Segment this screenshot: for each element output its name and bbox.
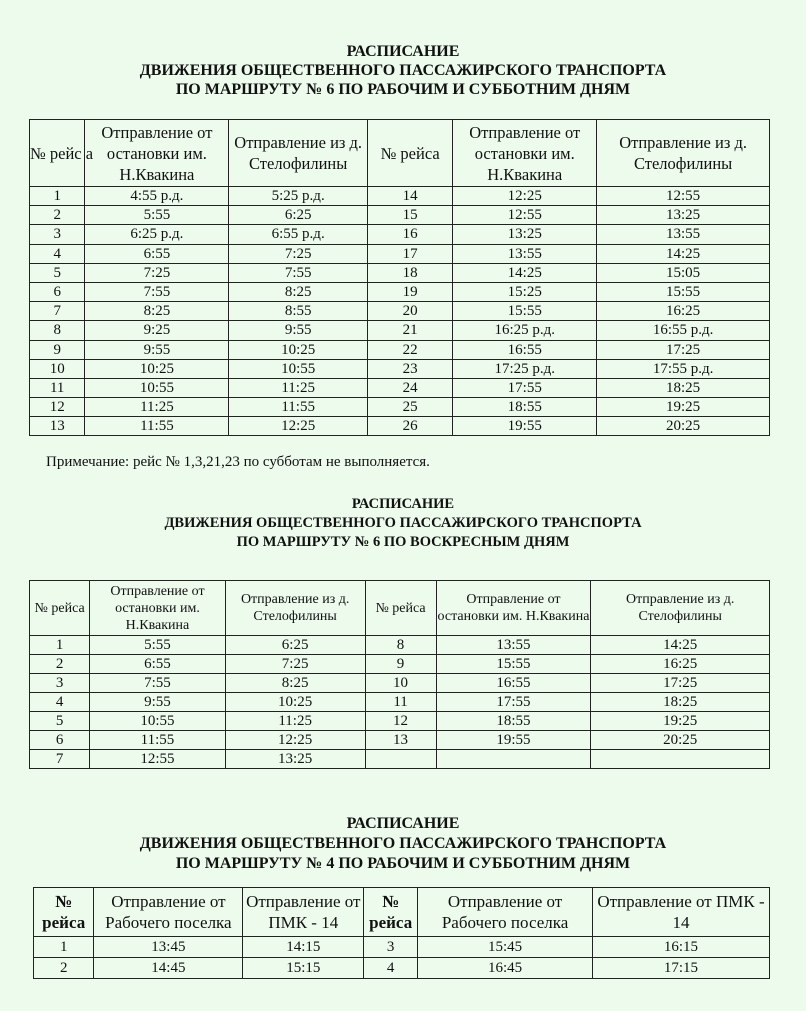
return-time-cell: 18:25: [597, 378, 770, 397]
return-time-cell: 10:25: [229, 340, 368, 359]
return-time-cell: 7:55: [229, 263, 368, 282]
return-time-cell: 11:25: [225, 712, 365, 731]
trip-number-cell: 13: [30, 417, 85, 436]
trip-number-cell: 2: [30, 206, 85, 225]
header-trip-number: № рейса: [30, 581, 90, 636]
departure-time-cell: 18:55: [453, 398, 597, 417]
table-row: [30, 340, 770, 359]
return-time-cell: [591, 750, 770, 769]
return-time-cell: 13:25: [225, 750, 365, 769]
trip-number-cell: 7: [30, 750, 90, 769]
return-time-cell: 17:25: [591, 674, 770, 693]
schedule-title: [0, 495, 806, 552]
title-line: ДВИЖЕНИЯ ОБЩЕСТВЕННОГО ПАССАЖИРСКОГО ТРАНСПОРТА: [164, 515, 642, 531]
header-departure-village: Отправление из д. Стелофилины: [229, 120, 368, 187]
departure-time-cell: 16:55: [436, 674, 591, 693]
trip-number-cell: 19: [367, 282, 452, 301]
departure-time-cell: 19:55: [453, 417, 597, 436]
table-row: [30, 282, 770, 301]
departure-time-cell: 12:25: [453, 187, 597, 206]
return-time-cell: 13:55: [597, 225, 770, 244]
trip-number-cell: 22: [367, 340, 452, 359]
table-row: [30, 655, 770, 674]
return-time-cell: 8:25: [225, 674, 365, 693]
header-departure-stop: Отправление от остановки им. Н.Квакина: [453, 120, 597, 187]
departure-time-cell: 10:25: [85, 359, 229, 378]
return-time-cell: 12:55: [597, 187, 770, 206]
title-line: ПО МАРШРУТУ № 6 ПО РАБОЧИМ И СУББОТНИМ ДНЯМ: [175, 81, 631, 98]
header-trip-number: № рейса: [34, 888, 94, 937]
return-time-cell: 14:25: [591, 636, 770, 655]
table-row: [30, 302, 770, 321]
departure-time-cell: 8:25: [85, 302, 229, 321]
table-row: [30, 378, 770, 397]
departure-time-cell: 15:45: [418, 937, 593, 958]
header-departure-village: Отправление из д. Стелофилины: [591, 581, 770, 636]
schedule-table-route4-weekday: [33, 887, 770, 979]
header-departure-workers-village: Отправление от Рабочего поселка: [94, 888, 243, 937]
departure-time-cell: 11:55: [85, 417, 229, 436]
return-time-cell: 17:15: [592, 958, 769, 979]
table-row: [30, 244, 770, 263]
trip-number-cell: 8: [365, 636, 436, 655]
trip-number-cell: 17: [367, 244, 452, 263]
return-time-cell: 17:25: [597, 340, 770, 359]
return-time-cell: 11:55: [229, 398, 368, 417]
return-time-cell: 12:25: [229, 417, 368, 436]
trip-number-cell: 6: [30, 282, 85, 301]
return-time-cell: 12:25: [225, 731, 365, 750]
trip-number-cell: 1: [34, 937, 94, 958]
departure-time-cell: 14:25: [453, 263, 597, 282]
trip-number-cell: 25: [367, 398, 452, 417]
trip-number-cell: 10: [365, 674, 436, 693]
table-row: [30, 693, 770, 712]
departure-time-cell: 18:55: [436, 712, 591, 731]
trip-number-cell: 4: [30, 693, 90, 712]
trip-number-cell: 26: [367, 417, 452, 436]
return-time-cell: 16:15: [592, 937, 769, 958]
departure-time-cell: 13:25: [453, 225, 597, 244]
header-departure-pmk14: Отправление от ПМК - 14: [592, 888, 769, 937]
trip-number-cell: 8: [30, 321, 85, 340]
table-row: [30, 731, 770, 750]
return-time-cell: 6:55 р.д.: [229, 225, 368, 244]
trip-number-cell: 12: [365, 712, 436, 731]
table-row: [30, 321, 770, 340]
header-trip-number: № рейса: [367, 120, 452, 187]
return-time-cell: 10:25: [225, 693, 365, 712]
trip-number-cell: 10: [30, 359, 85, 378]
departure-time-cell: 9:25: [85, 321, 229, 340]
return-time-cell: 13:25: [597, 206, 770, 225]
trip-number-cell: 18: [367, 263, 452, 282]
trip-number-cell: 4: [364, 958, 418, 979]
table-row: [30, 712, 770, 731]
return-time-cell: 7:25: [225, 655, 365, 674]
title-line: РАСПИСАНИЕ: [346, 815, 460, 832]
header-departure-village: Отправление из д. Стелофилины: [597, 120, 770, 187]
schedule-table-route6-sunday: [29, 580, 770, 769]
table-row: [30, 263, 770, 282]
departure-time-cell: 16:45: [418, 958, 593, 979]
return-time-cell: 11:25: [229, 378, 368, 397]
trip-number-cell: 11: [365, 693, 436, 712]
trip-number-cell: 7: [30, 302, 85, 321]
table-row: [30, 417, 770, 436]
header-departure-pmk14: Отправление от ПМК - 14: [243, 888, 364, 937]
trip-number-cell: 6: [30, 731, 90, 750]
return-time-cell: 15:05: [597, 263, 770, 282]
header-departure-stop: Отправление от остановки им. Н.Квакина: [85, 120, 229, 187]
departure-time-cell: 6:25 р.д.: [85, 225, 229, 244]
departure-time-cell: 17:25 р.д.: [453, 359, 597, 378]
departure-time-cell: 17:55: [436, 693, 591, 712]
trip-number-cell: 23: [367, 359, 452, 378]
trip-number-cell: 5: [30, 712, 90, 731]
trip-number-cell: 21: [367, 321, 452, 340]
header-trip-number: № рейс а: [30, 120, 85, 187]
header-departure-stop: Отправление от остановки им. Н.Квакина: [436, 581, 591, 636]
table-row: [30, 674, 770, 693]
trip-number-cell: 3: [364, 937, 418, 958]
title-line: РАСПИСАНИЕ: [346, 43, 460, 60]
trip-number-cell: 2: [30, 655, 90, 674]
trip-number-cell: 24: [367, 378, 452, 397]
departure-time-cell: 15:55: [436, 655, 591, 674]
return-time-cell: 9:55: [229, 321, 368, 340]
return-time-cell: 19:25: [591, 712, 770, 731]
return-time-cell: 16:25: [597, 302, 770, 321]
departure-time-cell: 9:55: [85, 340, 229, 359]
trip-number-cell: 2: [34, 958, 94, 979]
departure-time-cell: 10:55: [90, 712, 226, 731]
trip-number-cell: 1: [30, 636, 90, 655]
departure-time-cell: 12:55: [453, 206, 597, 225]
table-row: [30, 398, 770, 417]
departure-time-cell: 16:25 р.д.: [453, 321, 597, 340]
departure-time-cell: 11:25: [85, 398, 229, 417]
return-time-cell: 17:55 р.д.: [597, 359, 770, 378]
departure-time-cell: 7:55: [85, 282, 229, 301]
return-time-cell: 8:25: [229, 282, 368, 301]
return-time-cell: 14:15: [243, 937, 364, 958]
header-trip-number: № рейса: [364, 888, 418, 937]
trip-number-cell: 3: [30, 225, 85, 244]
trip-number-cell: 4: [30, 244, 85, 263]
trip-number-cell: [365, 750, 436, 769]
trip-number-cell: 16: [367, 225, 452, 244]
departure-time-cell: 6:55: [90, 655, 226, 674]
return-time-cell: 7:25: [229, 244, 368, 263]
table-row: [34, 958, 770, 979]
return-time-cell: 18:25: [591, 693, 770, 712]
table-row: [30, 359, 770, 378]
trip-number-cell: 1: [30, 187, 85, 206]
table-row: [34, 937, 770, 958]
departure-time-cell: 5:55: [85, 206, 229, 225]
trip-number-cell: 9: [365, 655, 436, 674]
return-time-cell: 10:55: [229, 359, 368, 378]
header-departure-workers-village: Отправление от Рабочего поселка: [418, 888, 593, 937]
schedule-route6-weekday: [0, 42, 806, 99]
return-time-cell: 5:25 р.д.: [229, 187, 368, 206]
trip-number-cell: 11: [30, 378, 85, 397]
trip-number-cell: 12: [30, 398, 85, 417]
header-trip-number: № рейса: [365, 581, 436, 636]
trip-number-cell: 5: [30, 263, 85, 282]
table-row: [30, 750, 770, 769]
departure-time-cell: 15:25: [453, 282, 597, 301]
trip-number-cell: 9: [30, 340, 85, 359]
table-row: [30, 187, 770, 206]
departure-time-cell: 13:55: [436, 636, 591, 655]
departure-time-cell: 4:55 р.д.: [85, 187, 229, 206]
departure-time-cell: 10:55: [85, 378, 229, 397]
departure-time-cell: 17:55: [453, 378, 597, 397]
departure-time-cell: 14:45: [94, 958, 243, 979]
departure-time-cell: 12:55: [90, 750, 226, 769]
schedule-title: [0, 814, 806, 874]
title-line: ДВИЖЕНИЯ ОБЩЕСТВЕННОГО ПАССАЖИРСКОГО ТРАНСПОРТА: [139, 835, 667, 852]
trip-number-cell: 13: [365, 731, 436, 750]
departure-time-cell: 13:45: [94, 937, 243, 958]
return-time-cell: 16:25: [591, 655, 770, 674]
return-time-cell: 14:25: [597, 244, 770, 263]
departure-time-cell: 6:55: [85, 244, 229, 263]
departure-time-cell: 11:55: [90, 731, 226, 750]
title-line: ПО МАРШРУТУ № 6 ПО ВОСКРЕСНЫМ ДНЯМ: [236, 534, 570, 550]
return-time-cell: 16:55 р.д.: [597, 321, 770, 340]
return-time-cell: 20:25: [591, 731, 770, 750]
schedule-route4-weekday: [0, 814, 806, 874]
departure-time-cell: 7:55: [90, 674, 226, 693]
departure-time-cell: 5:55: [90, 636, 226, 655]
return-time-cell: 20:25: [597, 417, 770, 436]
departure-time-cell: 19:55: [436, 731, 591, 750]
schedule-title: [0, 42, 806, 99]
table-row: [30, 636, 770, 655]
schedule-route6-sunday: [0, 495, 806, 552]
header-departure-village: Отправление из д. Стелофилины: [225, 581, 365, 636]
departure-time-cell: [436, 750, 591, 769]
trip-number-cell: 14: [367, 187, 452, 206]
title-line: РАСПИСАНИЕ: [351, 496, 455, 512]
departure-time-cell: 15:55: [453, 302, 597, 321]
departure-time-cell: 7:25: [85, 263, 229, 282]
table-row: [30, 206, 770, 225]
return-time-cell: 6:25: [225, 636, 365, 655]
trip-number-cell: 15: [367, 206, 452, 225]
return-time-cell: 15:15: [243, 958, 364, 979]
return-time-cell: 8:55: [229, 302, 368, 321]
trip-number-cell: 20: [367, 302, 452, 321]
schedule-note: Примечание: рейс № 1,3,21,23 по субботам не выполняется.: [46, 454, 430, 470]
departure-time-cell: 9:55: [90, 693, 226, 712]
schedule-table-route6-weekday: [29, 119, 770, 436]
departure-time-cell: 13:55: [453, 244, 597, 263]
trip-number-cell: 3: [30, 674, 90, 693]
table-row: [30, 225, 770, 244]
header-departure-stop: Отправление от остановки им. Н.Квакина: [90, 581, 226, 636]
return-time-cell: 19:25: [597, 398, 770, 417]
departure-time-cell: 16:55: [453, 340, 597, 359]
title-line: ДВИЖЕНИЯ ОБЩЕСТВЕННОГО ПАССАЖИРСКОГО ТРАНСПОРТА: [139, 62, 667, 79]
return-time-cell: 6:25: [229, 206, 368, 225]
title-line: ПО МАРШРУТУ № 4 ПО РАБОЧИМ И СУББОТНИМ ДНЯМ: [175, 855, 631, 872]
return-time-cell: 15:55: [597, 282, 770, 301]
